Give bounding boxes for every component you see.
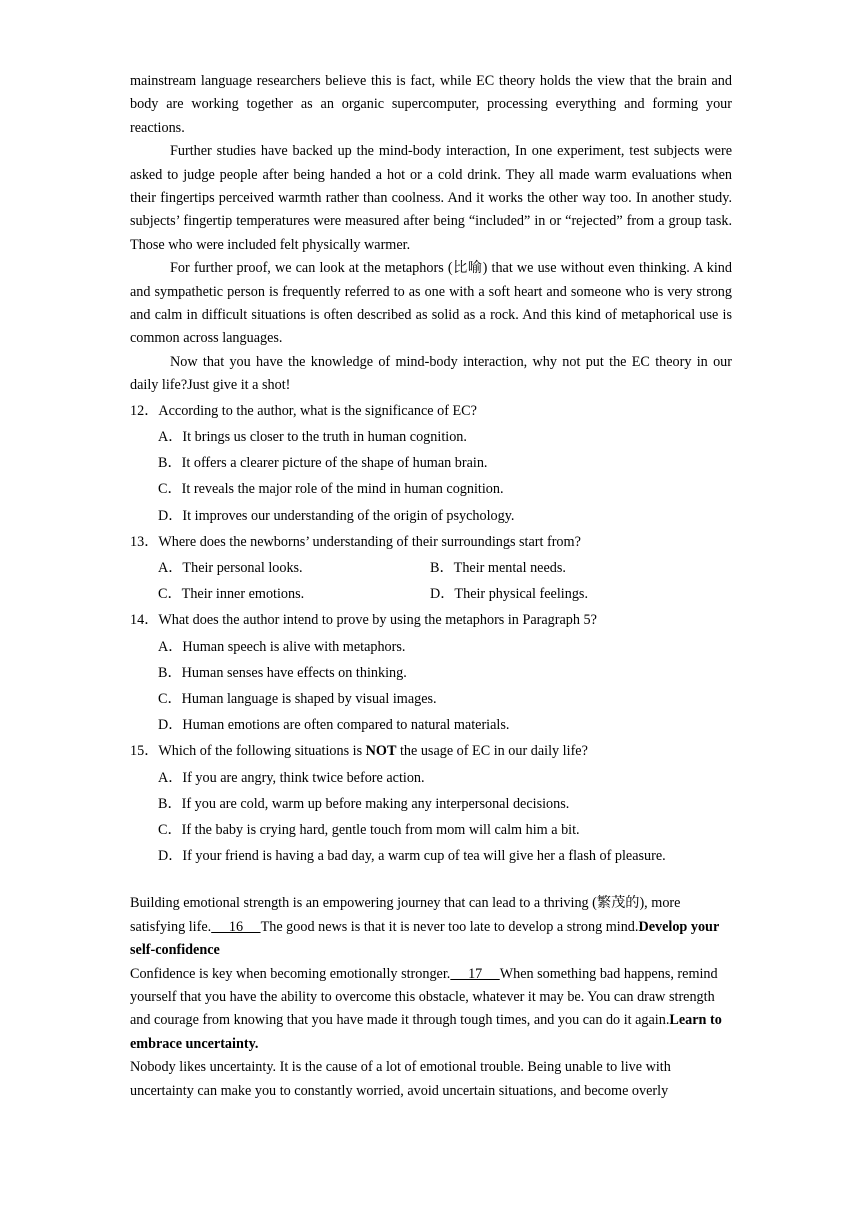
heading-uncertainty: Learn to embrace uncertainty.: [130, 1012, 722, 1052]
passage-paragraph-metaphors: For further proof, we can look at the metaphors (比喻) that we use without even thinking. A kind and sympathetic person is frequently referred to as one with a soft heart and someone who is very strong and calm in difficult situations is often described as solid as a rock. And this kind of metaphorical use is common across languages.: [130, 260, 732, 347]
question-13: [130, 529, 732, 608]
option-c: C．Human language is shaped by visual images.: [158, 690, 437, 707]
question-12: [130, 398, 732, 529]
passage-two: [130, 892, 732, 1103]
heading-self-confidence: Develop your self-confidence: [130, 918, 719, 959]
intro-paragraph: Building emotional strength is an empowering journey that can lead to a thriving (繁茂的), more satisfying life. 16 The good news is that it is never too late to develop a strong mind.Develop your self-confidence: [130, 895, 719, 959]
option-b: B．Their mental needs.: [430, 559, 566, 576]
emphasis-not: NOT: [365, 743, 397, 760]
option-c: C．Their inner emotions.: [158, 586, 305, 603]
option-b: B．Human senses have effects on thinking.: [158, 664, 407, 681]
uncertainty-paragraph: Nobody likes uncertainty. It is the cause of a lot of emotional trouble. Being unable to live with uncertainty can make you to constantly worried, avoid uncertain situations, and become overly: [130, 1059, 671, 1099]
section-spacer: [130, 869, 732, 892]
option-row: [130, 581, 732, 607]
question-stem: 13．Where does the newborns’ understanding of their surroundings start from?: [130, 533, 581, 550]
question-15: [130, 738, 732, 869]
passage-paragraph-conclusion: Now that you have the knowledge of mind-body interaction, why not put the EC theory in our daily life?Just give it a shot!: [130, 353, 732, 394]
blank-17: 17: [450, 965, 500, 982]
confidence-paragraph: Confidence is key when becoming emotionally stronger. 17 When something bad happens, remind yourself that you have the ability to overcome this obstacle, whatever it may be. You can draw strength and courage from knowing that you have made it through tough times, and you can do it again.Learn to embrace uncertainty.: [130, 965, 722, 1052]
option-c: C．If the baby is crying hard, gentle touch from mom will calm him a bit.: [158, 821, 580, 838]
option-b: B．If you are cold, warm up before making any interpersonal decisions.: [158, 795, 570, 812]
option-d: D．Their physical feelings.: [430, 586, 588, 603]
question-stem: 15．Which of the following situations is NOT the usage of EC in our daily life?: [130, 743, 588, 760]
question-stem: 12．According to the author, what is the significance of EC?: [130, 402, 477, 419]
blank-16: 16: [211, 918, 261, 935]
option-a: A．Human speech is alive with metaphors.: [158, 638, 406, 655]
option-d: D．Human emotions are often compared to natural materials.: [158, 717, 510, 734]
document-page: [130, 70, 732, 1103]
passage-paragraph-mind-body: Further studies have backed up the mind-body interaction, In one experiment, test subjects were asked to judge people after being handed a hot or a cold drink. They all made warm evaluations when their fingertips perceived warmth rather than coolness. And it works the other way too. In another study. subjects’ fingertip temperatures were measured after being “included” in or “rejected” from a group task. Those who were included felt physically warmer.: [130, 143, 732, 253]
option-a: A．If you are angry, think twice before action.: [158, 769, 425, 786]
option-a: A．Their personal looks.: [158, 559, 303, 576]
option-a: A．It brings us closer to the truth in human cognition.: [158, 428, 467, 445]
option-b: B．It offers a clearer picture of the shape of human brain.: [158, 455, 488, 472]
option-row: [130, 555, 732, 581]
option-d: D．If your friend is having a bad day, a warm cup of tea will give her a flash of pleasure.: [158, 848, 666, 865]
option-d: D．It improves our understanding of the origin of psychology.: [158, 507, 515, 524]
option-c: C．It reveals the major role of the mind in human cognition.: [158, 481, 504, 498]
question-14: [130, 607, 732, 738]
passage-paragraph-continued: mainstream language researchers believe this is fact, while EC theory holds the view that the brain and body are working together as an organic supercomputer, processing everything and forming your reactions.: [130, 73, 732, 136]
question-stem: 14．What does the author intend to prove by using the metaphors in Paragraph 5?: [130, 612, 597, 629]
